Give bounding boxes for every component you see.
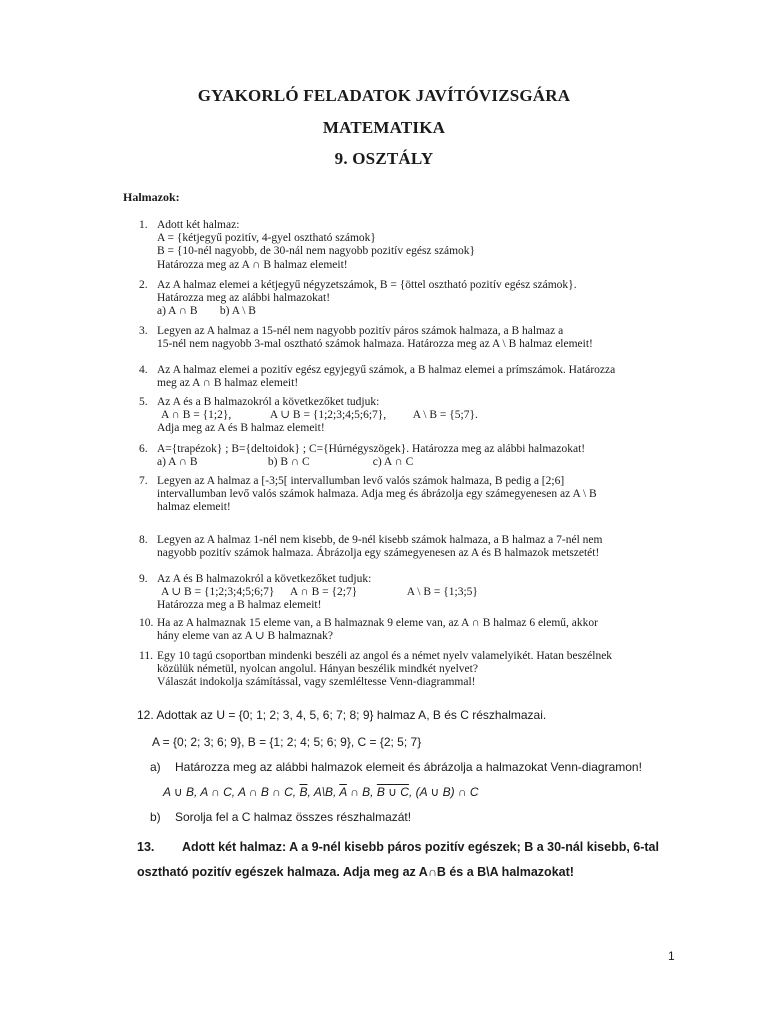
exercise-line: Határozza meg az A ∩ B halmaz elemeit! [157, 258, 348, 271]
exercise-line: 15-nél nem nagyobb 3-mal osztható számok halmaza. Határozza meg az A \ B halmaz elemeit! [157, 338, 593, 351]
exercise-line [157, 456, 639, 469]
exercise-7 [139, 475, 639, 515]
exercise-line [157, 586, 639, 599]
exercise-9 [139, 573, 639, 613]
exercise-number: 11. [139, 650, 153, 662]
exercise-line: B = {10-nél nagyobb, de 30-nál nem nagyobb pozitív egész számok} [157, 245, 476, 258]
section-heading: Halmazok: [123, 190, 180, 204]
exercise-13-number: 13. [137, 840, 155, 854]
exercise-6 [139, 443, 639, 469]
given-union: A ∪ B = {1;2;3;4;5;6;7}, [269, 409, 387, 422]
exercise-4 [139, 364, 639, 390]
exercise-line: Legyen az A halmaz a 15-nél nem nagyobb pozitív páros számok halmaza, a B halmaz a [157, 325, 564, 337]
exercise-line: halmaz elemeit! [157, 501, 231, 514]
expr-part: A ∪ B, A ∩ C, A ∩ B ∩ C, [163, 785, 297, 799]
exercise-line: Az A halmaz elemei a pozitív egész egyjegyű számok, a B halmaz elemei a prímszámok. Határozza [157, 364, 616, 376]
subtask-b: b) A \ B [219, 305, 256, 318]
exercise-line [157, 409, 639, 422]
expr-part: ∩ B, [350, 785, 374, 799]
given-intersection: A ∩ B = {1;2}, [161, 409, 232, 422]
exercise-13-line1: Adott két halmaz: A a 9-nél kisebb páros pozitív egészek; B a 30-nál kisebb, 6-tal [182, 840, 659, 854]
exercise-number: 6. [139, 443, 148, 455]
subtask-b-text: Sorolja fel a C halmaz összes részhalmazát! [175, 810, 412, 824]
exercise-number: 3. [139, 325, 148, 337]
exercise-number: 4. [139, 364, 148, 376]
exercise-line: meg az A ∩ B halmaz elemeit! [157, 377, 299, 390]
given-difference: A \ B = {5;7}. [412, 409, 478, 422]
page-number: 1 [668, 949, 675, 963]
subtask-c: c) A ∩ C [372, 456, 414, 469]
subtask-b: b) B ∩ C [267, 456, 310, 469]
exercise-line: A = {kétjegyű pozitív, 4-gyel osztható számok} [157, 232, 376, 245]
exercise-line: Az A és B halmazokról a következőket tudjuk: [157, 573, 372, 585]
exercise-number: 2. [139, 279, 148, 291]
expr-part: , A\B, [307, 785, 337, 799]
exercise-line [157, 305, 639, 318]
exercise-line: Az A és a B halmazokról a következőket tudjuk: [157, 396, 380, 408]
exercise-line: Adja meg az A és B halmaz elemeit! [157, 422, 325, 435]
exercise-line: A={trapézok} ; B={deltoidok} ; C={Húrnégyszögek}. Határozza meg az alábbi halmazokat! [157, 443, 586, 455]
exercise-line: Legyen az A halmaz 1-nél nem kisebb, de 9-nél kisebb számok halmaza, a B halmaz a 7-nél nem [157, 534, 603, 546]
exercise-number: 10. [139, 617, 154, 629]
exercise-5 [139, 396, 639, 436]
exercise-line: Egy 10 tagú csoportban mindenki beszéli az angol és a német nyelv valamelyikét. Hatan beszélnek [157, 650, 613, 662]
exercise-number: 5. [139, 396, 148, 408]
exercise-2 [139, 279, 639, 319]
subtask-a: a) A ∩ B [157, 456, 198, 469]
subtask-b-label: b) [150, 810, 161, 824]
complement-a: $\overline{A}$ [339, 785, 347, 799]
exercise-line: Az A halmaz elemei a kétjegyű négyzetszámok, B = {öttel osztható pozitív egész számok}. [157, 279, 577, 291]
exercise-line: Válaszát indokolja számítással, vagy szemléltesse Venn-diagrammal! [157, 676, 476, 689]
exercise-line: Határozza meg az alábbi halmazokat! [157, 292, 331, 305]
exercise-12-intro: 12. Adottak az U = {0; 1; 2; 3, 4, 5, 6; 7; 8; 9} halmaz A, B és C részhalmazai. [137, 708, 547, 722]
exercise-line: Legyen az A halmaz a [-3;5[ intervallumban levő valós számok halmaza, B pedig a [2;6] [157, 475, 565, 487]
exercise-line: Adott két halmaz: [157, 219, 240, 231]
subtask-a-label: a) [150, 760, 161, 774]
subtask-a-text: Határozza meg az alábbi halmazok elemeit és ábrázolja a halmazokat Venn-diagramon! [175, 760, 642, 774]
given-difference: A \ B = {1;3;5} [406, 586, 478, 599]
exercise-number: 7. [139, 475, 148, 487]
given-union: A ∪ B = {1;2;3;4;5;6;7} [161, 586, 275, 599]
subject-title: MATEMATIKA [322, 118, 446, 137]
exercise-line: Határozza meg a B halmaz elemeit! [157, 599, 322, 612]
exercise-12-sets: A = {0; 2; 3; 6; 9}, B = {1; 2; 4; 5; 6; 9}, C = {2; 5; 7} [152, 735, 422, 749]
exercise-11 [139, 650, 639, 690]
exercise-number: 1. [139, 219, 148, 231]
complement-b: $\overline{B}$ [299, 785, 308, 799]
exercise-line: Ha az A halmaznak 15 eleme van, a B halmaznak 9 eleme van, az A ∩ B halmaz 6 elemű, akkor [157, 617, 598, 629]
exercise-1 [139, 219, 639, 272]
subtask-a: a) A ∩ B [157, 305, 198, 318]
expr-part: , (A ∪ B) ∩ C [408, 785, 479, 799]
document-title: GYAKORLÓ FELADATOK JAVÍTÓVIZSGÁRA [197, 86, 571, 105]
exercise-13-line2: osztható pozitív egészek halmaza. Adja meg az A∩B és a B\A halmazokat! [137, 865, 574, 879]
exercise-line: nagyobb pozitív számok halmaza. Ábrázolja egy számegyenesen az A és B halmazok metszetét! [157, 547, 600, 560]
exercise-3 [139, 325, 639, 351]
exercise-line: közülük németül, nyolcan angolul. Hányan beszélik mindkét nyelvet? [157, 663, 478, 676]
exercise-line: hány eleme van az A ∪ B halmaznak? [157, 630, 333, 643]
complement-b-union-c: B ∪ C [376, 785, 409, 799]
exercise-number: 9. [139, 573, 148, 585]
exercise-12-expressions [163, 785, 479, 799]
exercise-8 [139, 534, 639, 560]
exercise-line: intervallumban levő valós számok halmaza. Adja meg és ábrázolja egy számegyenesen az A \ B [157, 488, 597, 501]
given-intersection: A ∩ B = {2;7} [289, 586, 358, 599]
exercise-number: 8. [139, 534, 148, 546]
grade-title: 9. OSZTÁLY [334, 149, 434, 168]
exercise-10 [139, 617, 639, 643]
